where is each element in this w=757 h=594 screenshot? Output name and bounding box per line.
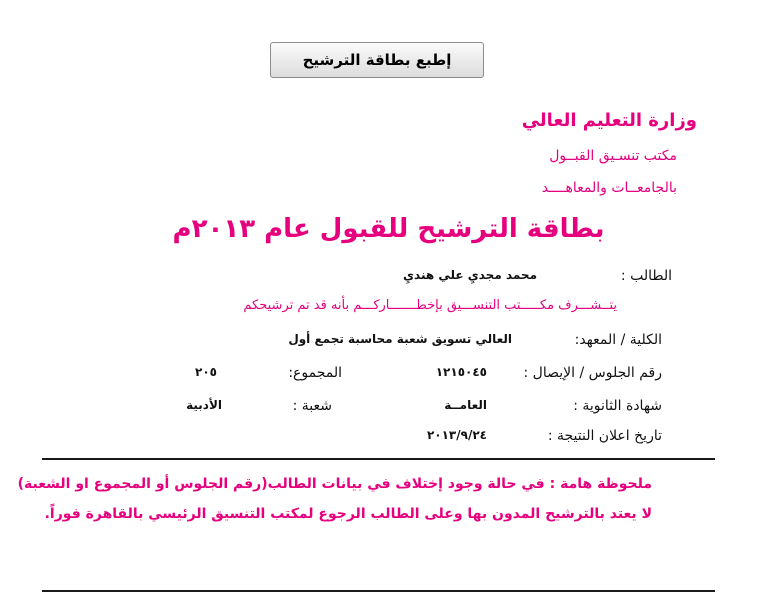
seat-number-value: ١٢١٥٠٤٥: [435, 365, 487, 379]
branch-value: الأدبية: [186, 398, 222, 412]
student-label: الطالب :: [620, 268, 672, 284]
student-name: محمد مجديِ علي هنديِ: [403, 268, 537, 282]
nomination-notice: يتــشـــرف مكـــــتب التنســـيق بإخطـــــــاركـــم بأنه قد تم ترشيحكم: [243, 298, 617, 313]
ministry-heading: وزارة التعليم العالي: [521, 110, 697, 131]
total-label: المجموع:: [288, 365, 342, 381]
college-label: الكلية / المعهد:: [574, 332, 662, 348]
certificate-label: شهادة الثانوية :: [573, 398, 662, 414]
college-value: العالي تسويق شعبة محاسبة تجمع أول: [288, 332, 512, 346]
office-line-1: مكتب تنسـيق القبــول: [549, 148, 677, 164]
important-note-line-2: لا يعتد بالترشيح المدون بها وعلى الطالب الرجوع لمكتب التنسيق الرئيسي بالقاهرة فوراً.: [44, 506, 652, 522]
print-card-button[interactable]: إطبع بطاقة الترشيح: [270, 42, 484, 78]
branch-label: شعبة :: [292, 398, 332, 414]
office-line-2: بالجامعــات والمعاهــــد: [541, 180, 677, 196]
result-date-value: ٢٠١٣/٩/٢٤: [426, 428, 487, 442]
card-title: بطاقة الترشيح للقبول عام ٢٠١٣م: [172, 214, 605, 244]
divider-top: [42, 458, 715, 460]
certificate-value: العامــة: [444, 398, 487, 412]
important-note-line-1: ملحوظة هامة : في حالة وجود إختلاف في بيانات الطالب(رقم الجلوس أو المجموع او الشعبة): [17, 476, 652, 492]
seat-number-label: رقم الجلوس / الإيصال :: [523, 365, 662, 381]
total-value: ٢٠٥: [195, 365, 217, 379]
divider-bottom: [42, 590, 715, 592]
result-date-label: تاريخ اعلان النتيجة :: [547, 428, 662, 444]
